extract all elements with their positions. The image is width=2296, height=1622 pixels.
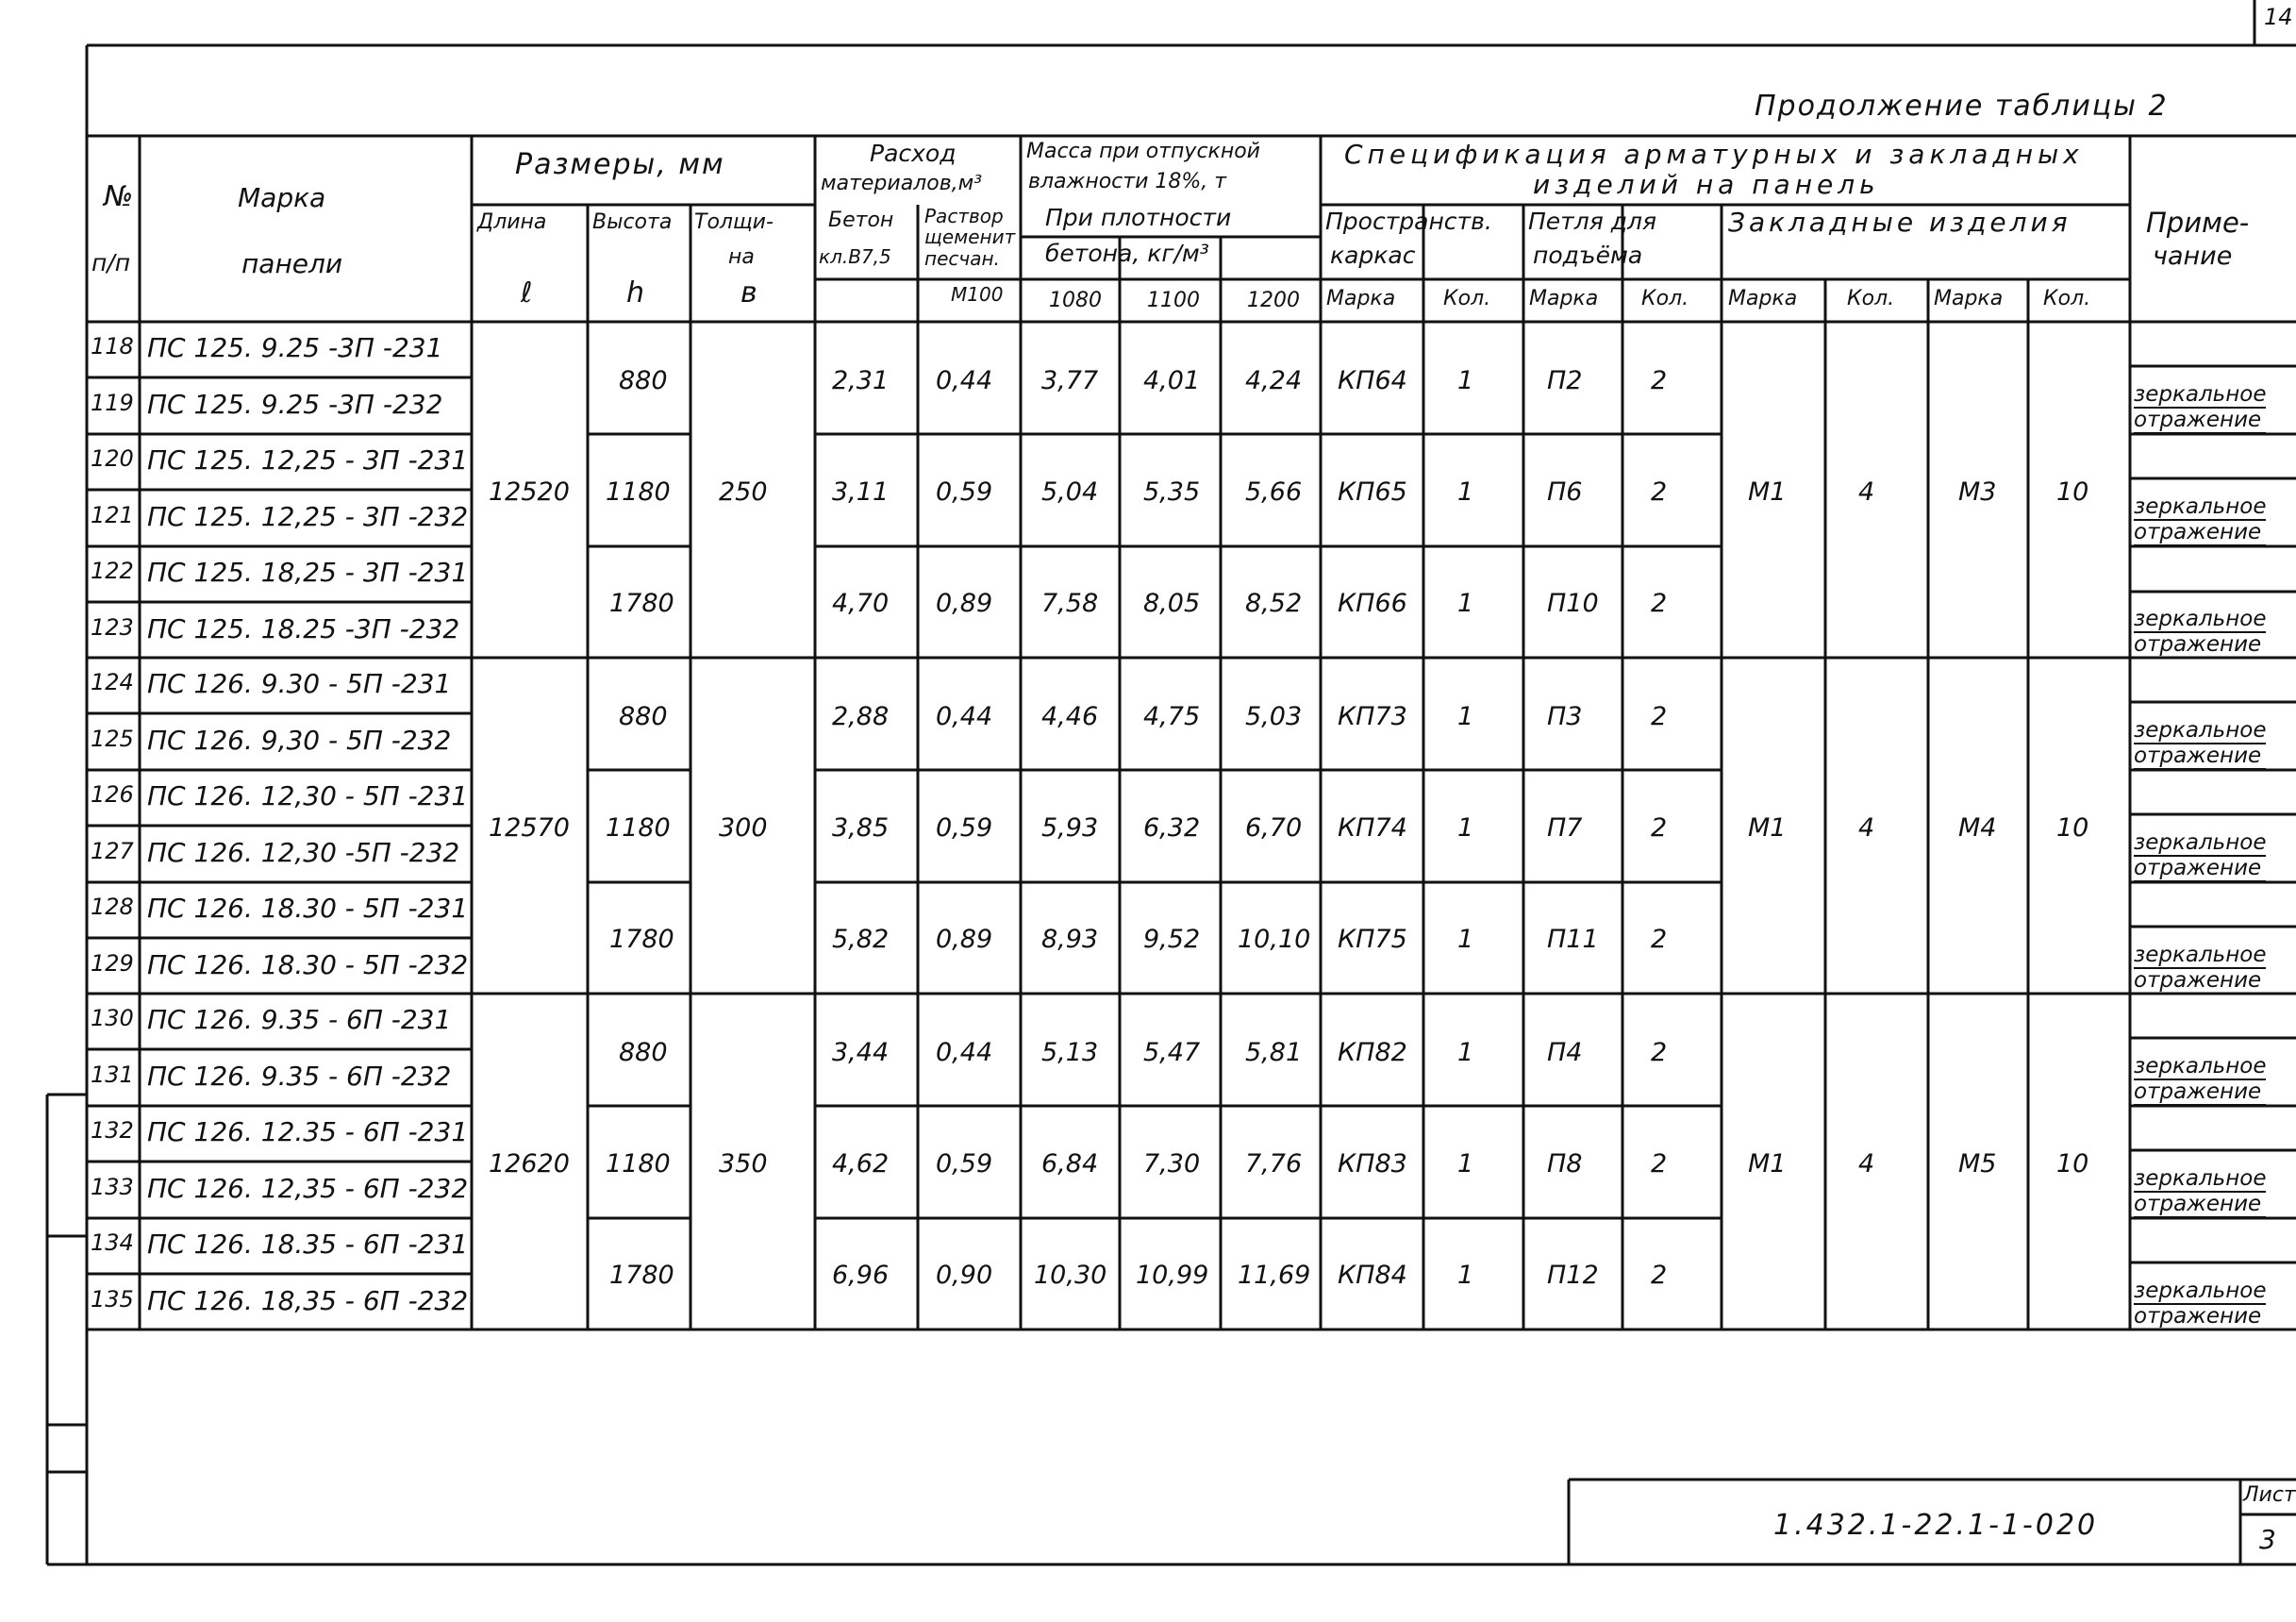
header-embed2-marka: Марка bbox=[1934, 287, 2004, 310]
panel-mark: ПС 126. 18.35 - 6П -231 bbox=[147, 1229, 469, 1260]
row-number: 121 bbox=[91, 502, 134, 528]
header-mortar-l1: Раствор bbox=[924, 205, 1004, 227]
header-note-l2: чание bbox=[2153, 242, 2233, 271]
note-mirror bbox=[2134, 1167, 2266, 1218]
length-value: 12570 bbox=[489, 813, 570, 843]
header-no: № bbox=[104, 180, 134, 213]
header-note-l1: Приме- bbox=[2146, 207, 2250, 239]
concrete-value: 5,82 bbox=[832, 925, 890, 954]
header-no-sub: п/п bbox=[92, 249, 131, 276]
header-thickness-l3: в bbox=[740, 276, 757, 309]
note-line-2: отражение bbox=[2134, 409, 2266, 434]
mass-1100: 4,75 bbox=[1143, 702, 1201, 731]
header-embed1-kol: Кол. bbox=[1847, 287, 1895, 310]
embed1-count: 4 bbox=[1858, 1149, 1875, 1179]
height-value: 1780 bbox=[609, 925, 674, 954]
concrete-value: 4,62 bbox=[832, 1149, 890, 1179]
frame-mark: КП83 bbox=[1338, 1149, 1407, 1179]
mass-1080: 7,58 bbox=[1041, 589, 1099, 618]
header-density-1200: 1200 bbox=[1247, 289, 1300, 312]
loop-count: 2 bbox=[1651, 1038, 1668, 1067]
header-mass-l1: Масса при отпускной bbox=[1026, 140, 1260, 163]
thickness-value: 300 bbox=[719, 813, 768, 843]
header-embed1-marka: Марка bbox=[1728, 287, 1798, 310]
frame-count: 1 bbox=[1457, 1038, 1474, 1067]
panel-mark: ПС 126. 9.30 - 5П -231 bbox=[147, 668, 452, 699]
row-number: 127 bbox=[91, 838, 134, 864]
header-frame-l1: Пространств. bbox=[1325, 208, 1492, 235]
height-value: 1180 bbox=[606, 813, 671, 843]
mass-1200: 10,10 bbox=[1238, 925, 1311, 954]
header-frame-marka: Марка bbox=[1326, 287, 1396, 310]
note-mirror bbox=[2134, 1055, 2266, 1106]
header-concrete-l1: Бетон bbox=[828, 209, 894, 232]
concrete-value: 2,31 bbox=[832, 366, 890, 395]
note-mirror bbox=[2134, 719, 2266, 770]
panel-mark: ПС 126. 9.35 - 6П -232 bbox=[147, 1061, 452, 1092]
embed1-count: 4 bbox=[1858, 477, 1875, 507]
frame-mark: КП82 bbox=[1338, 1038, 1407, 1067]
note-mirror bbox=[2134, 495, 2266, 546]
mortar-value: 0,59 bbox=[936, 813, 993, 843]
note-line-1: зеркальное bbox=[2134, 943, 2267, 967]
concrete-value: 2,88 bbox=[832, 702, 890, 731]
table-caption: Продолжение таблицы 2 bbox=[1755, 90, 2169, 123]
loop-mark: П6 bbox=[1547, 477, 1583, 507]
loop-count: 2 bbox=[1651, 702, 1668, 731]
frame-count: 1 bbox=[1457, 925, 1474, 954]
header-consumption-l1: Расход bbox=[870, 140, 957, 167]
panel-mark: ПС 126. 9.35 - 6П -231 bbox=[147, 1004, 452, 1035]
note-line-2: отражение bbox=[2134, 521, 2266, 546]
header-density-l2: бетона, кг/м³ bbox=[1045, 240, 1209, 267]
length-value: 12520 bbox=[489, 477, 570, 507]
length-value: 12620 bbox=[489, 1149, 570, 1179]
panel-mark: ПС 125. 12,25 - 3П -231 bbox=[147, 444, 469, 476]
mortar-value: 0,59 bbox=[936, 1149, 993, 1179]
embed1-mark: М1 bbox=[1748, 813, 1787, 843]
header-mortar-l4: М100 bbox=[951, 283, 1004, 306]
header-length-l1: Длина bbox=[477, 210, 547, 234]
loop-mark: П10 bbox=[1547, 589, 1599, 618]
row-number: 135 bbox=[91, 1286, 134, 1313]
mortar-value: 0,89 bbox=[936, 925, 993, 954]
note-line-1: зеркальное bbox=[2134, 382, 2267, 407]
header-embed2-kol: Кол. bbox=[2043, 287, 2091, 310]
panel-mark: ПС 125. 12,25 - 3П -232 bbox=[147, 501, 469, 532]
sheet-label: Лист bbox=[2243, 1483, 2296, 1507]
header-thickness-l2: на bbox=[728, 245, 755, 269]
row-number: 124 bbox=[91, 669, 134, 695]
mass-1200: 5,66 bbox=[1245, 477, 1303, 507]
height-value: 1780 bbox=[609, 589, 674, 618]
mass-1100: 10,99 bbox=[1136, 1261, 1209, 1290]
mass-1080: 5,93 bbox=[1041, 813, 1099, 843]
note-mirror bbox=[2134, 831, 2266, 882]
header-mortar-l3: песчан. bbox=[924, 247, 1000, 270]
note-line-2: отражение bbox=[2134, 969, 2266, 995]
header-mark-l1: Марка bbox=[238, 182, 326, 213]
note-mirror bbox=[2134, 944, 2266, 995]
embed2-mark: М4 bbox=[1958, 813, 1997, 843]
note-line-2: отражение bbox=[2134, 1305, 2266, 1330]
panel-mark: ПС 126. 12,30 -5П -232 bbox=[147, 837, 460, 868]
embed2-count: 10 bbox=[2056, 1149, 2089, 1179]
row-number: 125 bbox=[91, 726, 134, 752]
mass-1100: 4,01 bbox=[1143, 366, 1201, 395]
panel-mark: ПС 126. 18.30 - 5П -232 bbox=[147, 949, 469, 980]
frame-mark: КП73 bbox=[1338, 702, 1407, 731]
loop-mark: П12 bbox=[1547, 1261, 1599, 1290]
mass-1200: 8,52 bbox=[1245, 589, 1303, 618]
concrete-value: 3,44 bbox=[832, 1038, 890, 1067]
row-number: 123 bbox=[91, 614, 134, 641]
mass-1200: 7,76 bbox=[1245, 1149, 1303, 1179]
frame-count: 1 bbox=[1457, 1261, 1474, 1290]
note-line-2: отражение bbox=[2134, 1080, 2266, 1106]
loop-mark: П8 bbox=[1547, 1149, 1583, 1179]
mass-1080: 5,04 bbox=[1041, 477, 1099, 507]
mass-1080: 3,77 bbox=[1041, 366, 1099, 395]
panel-mark: ПС 126. 12,30 - 5П -231 bbox=[147, 780, 469, 811]
mass-1200: 6,70 bbox=[1245, 813, 1303, 843]
embed2-mark: М3 bbox=[1958, 477, 1997, 507]
height-value: 1180 bbox=[606, 1149, 671, 1179]
loop-mark: П2 bbox=[1547, 366, 1583, 395]
mortar-value: 0,59 bbox=[936, 477, 993, 507]
mass-1200: 5,03 bbox=[1245, 702, 1303, 731]
row-number: 131 bbox=[91, 1062, 134, 1088]
frame-count: 1 bbox=[1457, 813, 1474, 843]
height-value: 880 bbox=[619, 366, 668, 395]
height-value: 880 bbox=[619, 1038, 668, 1067]
note-mirror bbox=[2134, 383, 2266, 434]
mass-1080: 10,30 bbox=[1034, 1261, 1107, 1290]
loop-count: 2 bbox=[1651, 1261, 1668, 1290]
embed1-mark: М1 bbox=[1748, 1149, 1787, 1179]
panel-mark: ПС 126. 12,35 - 6П -232 bbox=[147, 1173, 469, 1204]
header-loop-l2: подъёма bbox=[1533, 242, 1643, 269]
mass-1080: 5,13 bbox=[1041, 1038, 1099, 1067]
mass-1100: 7,30 bbox=[1143, 1149, 1201, 1179]
loop-mark: П7 bbox=[1547, 813, 1583, 843]
row-number: 128 bbox=[91, 894, 134, 920]
sheet-number: 3 bbox=[2259, 1524, 2276, 1555]
header-mark-l2: панели bbox=[241, 248, 343, 279]
note-line-2: отражение bbox=[2134, 633, 2266, 659]
header-thickness-l1: Толщи- bbox=[694, 210, 774, 234]
embed2-mark: М5 bbox=[1958, 1149, 1997, 1179]
concrete-value: 6,96 bbox=[832, 1261, 890, 1290]
note-line-1: зеркальное bbox=[2134, 1166, 2267, 1191]
page-number: 14 bbox=[2264, 4, 2293, 30]
loop-count: 2 bbox=[1651, 813, 1668, 843]
mass-1080: 6,84 bbox=[1041, 1149, 1099, 1179]
mortar-value: 0,44 bbox=[936, 702, 993, 731]
header-density-1080: 1080 bbox=[1049, 289, 1102, 312]
thickness-value: 250 bbox=[719, 477, 768, 507]
panel-mark: ПС 126. 9,30 - 5П -232 bbox=[147, 725, 452, 756]
note-line-2: отражение bbox=[2134, 744, 2266, 770]
loop-count: 2 bbox=[1651, 366, 1668, 395]
height-value: 880 bbox=[619, 702, 668, 731]
frame-count: 1 bbox=[1457, 1149, 1474, 1179]
concrete-value: 3,11 bbox=[832, 477, 890, 507]
mortar-value: 0,44 bbox=[936, 366, 993, 395]
mass-1100: 8,05 bbox=[1143, 589, 1201, 618]
row-number: 118 bbox=[91, 333, 134, 360]
frame-mark: КП74 bbox=[1338, 813, 1407, 843]
panel-mark: ПС 126. 12.35 - 6П -231 bbox=[147, 1116, 469, 1147]
mass-1080: 4,46 bbox=[1041, 702, 1099, 731]
header-frame-l2: каркас bbox=[1330, 242, 1416, 269]
height-value: 1180 bbox=[606, 477, 671, 507]
note-line-1: зеркальное bbox=[2134, 494, 2267, 519]
header-loop-l1: Петля для bbox=[1528, 208, 1657, 235]
row-number: 133 bbox=[91, 1174, 134, 1200]
loop-count: 2 bbox=[1651, 589, 1668, 618]
mass-1200: 4,24 bbox=[1245, 366, 1303, 395]
header-loop-marka: Марка bbox=[1529, 287, 1599, 310]
header-concrete-l2: кл.В7,5 bbox=[819, 245, 891, 268]
header-spec-l1: Спецификация арматурных и закладных bbox=[1344, 139, 2084, 170]
mass-1100: 5,47 bbox=[1143, 1038, 1201, 1067]
note-line-1: зеркальное bbox=[2134, 718, 2267, 743]
loop-mark: П4 bbox=[1547, 1038, 1583, 1067]
loop-mark: П3 bbox=[1547, 702, 1583, 731]
row-number: 120 bbox=[91, 445, 134, 472]
embed2-count: 10 bbox=[2056, 813, 2089, 843]
header-embedded: Закладные изделия bbox=[1728, 207, 2071, 238]
header-height-l1: Высота bbox=[592, 210, 673, 234]
panel-mark: ПС 125. 9.25 -3П -232 bbox=[147, 389, 443, 420]
note-line-2: отражение bbox=[2134, 1193, 2266, 1218]
panel-mark: ПС 125. 18.25 -3П -232 bbox=[147, 613, 460, 644]
mass-1080: 8,93 bbox=[1041, 925, 1099, 954]
header-sizes: Размеры, мм bbox=[515, 148, 725, 181]
mass-1100: 6,32 bbox=[1143, 813, 1201, 843]
row-number: 134 bbox=[91, 1229, 134, 1256]
frame-mark: КП84 bbox=[1338, 1261, 1407, 1290]
panel-mark: ПС 126. 18.30 - 5П -231 bbox=[147, 893, 469, 924]
height-value: 1780 bbox=[609, 1261, 674, 1290]
concrete-value: 3,85 bbox=[832, 813, 890, 843]
frame-count: 1 bbox=[1457, 366, 1474, 395]
row-number: 122 bbox=[91, 558, 134, 584]
row-number: 132 bbox=[91, 1117, 134, 1144]
header-spec-l2: изделий на панель bbox=[1533, 169, 1880, 200]
loop-count: 2 bbox=[1651, 925, 1668, 954]
header-consumption-l2: материалов,м³ bbox=[821, 172, 983, 195]
panel-mark: ПС 126. 18,35 - 6П -232 bbox=[147, 1285, 469, 1316]
header-density-l1: При плотности bbox=[1045, 204, 1232, 231]
concrete-value: 4,70 bbox=[832, 589, 890, 618]
frame-count: 1 bbox=[1457, 477, 1474, 507]
embed1-count: 4 bbox=[1858, 813, 1875, 843]
note-line-2: отражение bbox=[2134, 857, 2266, 882]
panel-mark: ПС 125. 9.25 -3П -231 bbox=[147, 332, 443, 363]
header-loop-kol: Кол. bbox=[1641, 287, 1689, 310]
panel-mark: ПС 125. 18,25 - 3П -231 bbox=[147, 557, 469, 588]
mortar-value: 0,90 bbox=[936, 1261, 993, 1290]
note-line-1: зеркальное bbox=[2134, 607, 2267, 631]
loop-count: 2 bbox=[1651, 1149, 1668, 1179]
mass-1100: 5,35 bbox=[1143, 477, 1201, 507]
header-mortar-l2: щеменит bbox=[924, 226, 1016, 248]
document-code: 1.432.1-22.1-1-020 bbox=[1773, 1509, 2099, 1542]
header-frame-kol: Кол. bbox=[1443, 287, 1491, 310]
frame-count: 1 bbox=[1457, 702, 1474, 731]
frame-mark: КП64 bbox=[1338, 366, 1407, 395]
row-number: 130 bbox=[91, 1005, 134, 1031]
thickness-value: 350 bbox=[719, 1149, 768, 1179]
embed2-count: 10 bbox=[2056, 477, 2089, 507]
mass-1200: 5,81 bbox=[1245, 1038, 1303, 1067]
mortar-value: 0,89 bbox=[936, 589, 993, 618]
note-line-1: зеркальное bbox=[2134, 1054, 2267, 1079]
header-length-l2: ℓ bbox=[521, 276, 533, 309]
note-mirror bbox=[2134, 608, 2266, 659]
mass-1100: 9,52 bbox=[1143, 925, 1201, 954]
note-line-1: зеркальное bbox=[2134, 830, 2267, 855]
frame-count: 1 bbox=[1457, 589, 1474, 618]
header-mass-l2: влажности 18%, т bbox=[1028, 170, 1227, 193]
note-line-1: зеркальное bbox=[2134, 1279, 2267, 1303]
header-height-l2: h bbox=[626, 276, 645, 309]
frame-mark: КП66 bbox=[1338, 589, 1407, 618]
loop-count: 2 bbox=[1651, 477, 1668, 507]
note-mirror bbox=[2134, 1279, 2266, 1330]
mass-1200: 11,69 bbox=[1238, 1261, 1311, 1290]
row-number: 126 bbox=[91, 781, 134, 808]
frame-mark: КП75 bbox=[1338, 925, 1407, 954]
frame-mark: КП65 bbox=[1338, 477, 1407, 507]
header-density-1100: 1100 bbox=[1147, 289, 1200, 312]
loop-mark: П11 bbox=[1547, 925, 1599, 954]
row-number: 129 bbox=[91, 950, 134, 977]
row-number: 119 bbox=[91, 390, 134, 416]
mortar-value: 0,44 bbox=[936, 1038, 993, 1067]
embed1-mark: М1 bbox=[1748, 477, 1787, 507]
